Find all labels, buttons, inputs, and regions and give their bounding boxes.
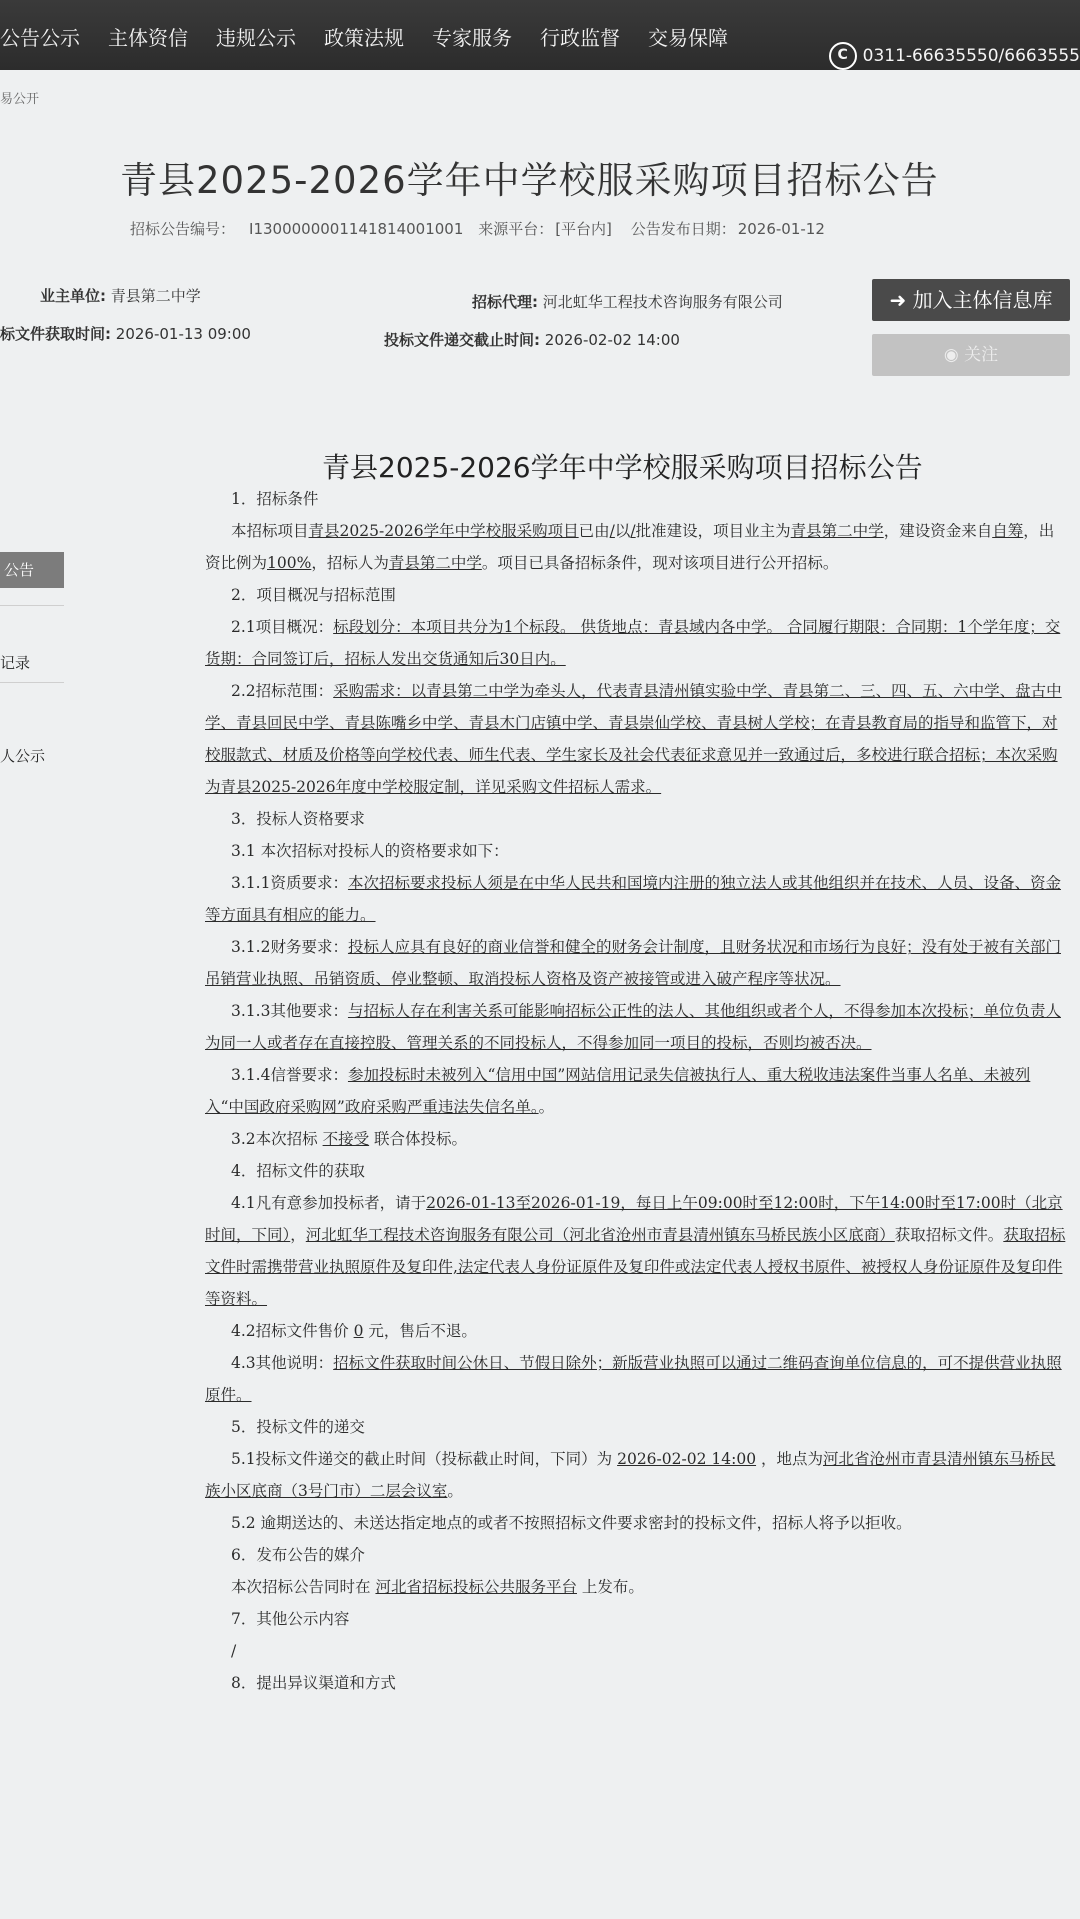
section-heading: 5．投标文件的递交 <box>231 1418 365 1436</box>
publish-date: 2026-01-12 <box>737 220 825 238</box>
document-title: 青县2025-2026学年中学校服采购项目招标公告 <box>322 451 923 484</box>
copyright-c-icon: C <box>829 42 857 70</box>
section-heading: 2．项目概况与招标范围 <box>231 586 396 604</box>
sidebar-item-announcement-active[interactable]: 公告 <box>0 552 64 588</box>
paragraph: 3.1.1资质要求：本次招标要求投标人须是在中华人民共和国境内注册的独立法人或其他组织并在技术、人员、设备、资金等方面具有相应的能力。 <box>205 874 1061 924</box>
hotline-number: 0311-66635550/6663555 <box>862 46 1080 66</box>
paragraph: 本次招标公告同时在 河北省招标投标公共服务平台 上发布。 <box>231 1578 644 1596</box>
agency-info <box>472 291 783 312</box>
source-value: [平台内] <box>555 220 612 238</box>
add-button-label: 加入主体信息库 <box>912 288 1053 312</box>
sidebar-divider <box>0 605 64 606</box>
paragraph: 5.1投标文件递交的截止时间（投标截止时间，下同）为 2026-02-02 14:00 ，地点为河北省沧州市青县清州镇东马桥民族小区底商（3号门市）二层会议室。 <box>205 1450 1056 1500</box>
nav-item-announcements[interactable]: 公告公示 <box>0 26 80 50</box>
sidebar-divider <box>0 682 64 683</box>
section-heading: 6．发布公告的媒介 <box>231 1546 365 1564</box>
paragraph: 4.1凡有意参加投标者，请于2026-01-13至2026-01-19，每日上午09:00时至12:00时，下午14:00时至17:00时（北京时间，下同），河北虹华工程技术咨询服务有限公司（河北省沧州市青县清州镇东马桥民族小区底商）获取招标文件。获取招标文件时需携带营业执照原件及复印件,法定代表人身份证原件及复印件或法定代表人授权书原件、被授权人身份证原件及复印件等资料。 <box>205 1194 1066 1308</box>
section-heading: 4．招标文件的获取 <box>231 1162 365 1180</box>
paragraph: 2.1项目概况：标段划分：本项目共分为1个标段。 供货地点：青县域内各中学。 合同履行期限：合同期：1个学年度；交货期：合同签订后，招标人发出交货通知后30日内。 <box>205 618 1061 668</box>
deadline-info <box>384 329 680 350</box>
paragraph: 3.1.3其他要求：与招标人存在利害关系可能影响招标公正性的法人、其他组织或者个人，不得参加本次投标；单位负责人为同一人或者存在直接控股、管理关系的不同投标人，不得参加同一项目的投标，否则均被否决。 <box>205 1002 1061 1052</box>
page-title: 青县2025-2026学年中学校服采购项目招标公告 <box>120 159 939 202</box>
paragraph: 4.2招标文件售价 0 元，售后不退。 <box>231 1322 477 1340</box>
paragraph: 本招标项目青县2025-2026学年中学校服采购项目已由/以/批准建设，项目业主为青县第二中学，建设资金来自自筹，出资比例为100%，招标人为青县第二中学。项目已具备招标条件，现对该项目进行公开招标。 <box>205 522 1055 572</box>
login-arrow-icon: ➜ <box>889 288 907 312</box>
doc-time-info <box>0 323 251 344</box>
paragraph: 3.2本次招标 不接受 联合体投标。 <box>231 1130 468 1148</box>
section-heading: 7．其他公示内容 <box>231 1610 350 1628</box>
paragraph: / <box>231 1642 237 1660</box>
publish-label: 公告发布日期： <box>630 220 736 238</box>
hotline <box>829 42 1080 70</box>
nav-item-policy[interactable]: 政策法规 <box>324 26 404 50</box>
paragraph: 2.2招标范围：采购需求：以青县第二中学为牵头人，代表青县清州镇实验中学、青县第二、三、四、五、六中学、盘古中学、青县回民中学、青县陈嘴乡中学、青县木门店镇中学、青县崇仙学校、青县树人学校；在青县教育局的指导和监管下，对校服款式、材质及价格等向学校代表、师生代表、学生家长及社会代表征求意见并一致通过后，多校进行联合招标；本次采购为青县2025-2026年度中学校服定制，详见采购文件招标人需求。 <box>205 682 1062 796</box>
top-navbar <box>0 0 1080 70</box>
follow-button-label: 关注 <box>964 345 999 365</box>
paragraph: 3.1 本次招标对投标人的资格要求如下： <box>231 842 509 860</box>
nav-item-violations[interactable]: 违规公示 <box>216 26 296 50</box>
nav-item-credit[interactable]: 主体资信 <box>108 26 188 50</box>
notice-no: I1300000001141814001001 <box>249 220 464 238</box>
deadline-label: 投标文件递交截止时间: <box>384 331 540 349</box>
add-to-database-button[interactable] <box>872 279 1070 321</box>
announcement-body <box>205 483 1067 1699</box>
sidebar-item-person-notice[interactable]: 人公示 <box>0 747 46 765</box>
doc-time-label: 标文件获取时间: <box>0 325 111 343</box>
agency-label: 招标代理: <box>472 293 538 311</box>
nav-item-experts[interactable]: 专家服务 <box>432 26 512 50</box>
sidebar-item-records[interactable]: 记录 <box>0 654 31 672</box>
agency-value: 河北虹华工程技术咨询服务有限公司 <box>542 293 783 311</box>
source-label: 来源平台： <box>478 220 554 238</box>
owner-info <box>40 285 201 306</box>
nav-menu <box>0 22 756 51</box>
notice-meta <box>130 218 839 239</box>
paragraph: 5.2 逾期送达的、未送达指定地点的或者不按照招标文件要求密封的投标文件，招标人将予以拒收。 <box>231 1514 912 1532</box>
section-heading: 8．提出异议渠道和方式 <box>231 1674 396 1692</box>
follow-button[interactable] <box>872 334 1070 376</box>
nav-item-supervision[interactable]: 行政监督 <box>540 26 620 50</box>
section-heading: 3．投标人资格要求 <box>231 810 365 828</box>
eye-icon: ◉ <box>943 345 959 365</box>
deadline-value: 2026-02-02 14:00 <box>544 331 680 349</box>
paragraph: 3.1.4信誉要求：参加投标时未被列入“信用中国”网站信用记录失信被执行人、重大税收违法案件当事人名单、未被列入“中国政府采购网”政府采购严重违法失信名单。。 <box>205 1066 1031 1116</box>
paragraph: 3.1.2财务要求：投标人应具有良好的商业信誉和健全的财务会计制度，且财务状况和市场行为良好；没有处于被有关部门吊销营业执照、吊销资质、停业整顿、取消投标人资格及资产被接管或进入破产程序等状况。 <box>205 938 1061 988</box>
owner-label: 业主单位: <box>40 287 106 305</box>
breadcrumb[interactable]: 易公开 <box>0 92 40 107</box>
section-heading: 1．招标条件 <box>231 490 319 508</box>
owner-value: 青县第二中学 <box>110 287 201 305</box>
notice-no-label: 招标公告编号： <box>130 220 236 238</box>
nav-item-guarantee[interactable]: 交易保障 <box>648 26 728 50</box>
doc-time-value: 2026-01-13 09:00 <box>115 325 251 343</box>
paragraph: 4.3其他说明：招标文件获取时间公休日、节假日除外；新版营业执照可以通过二维码查询单位信息的，可不提供营业执照原件。 <box>205 1354 1062 1404</box>
